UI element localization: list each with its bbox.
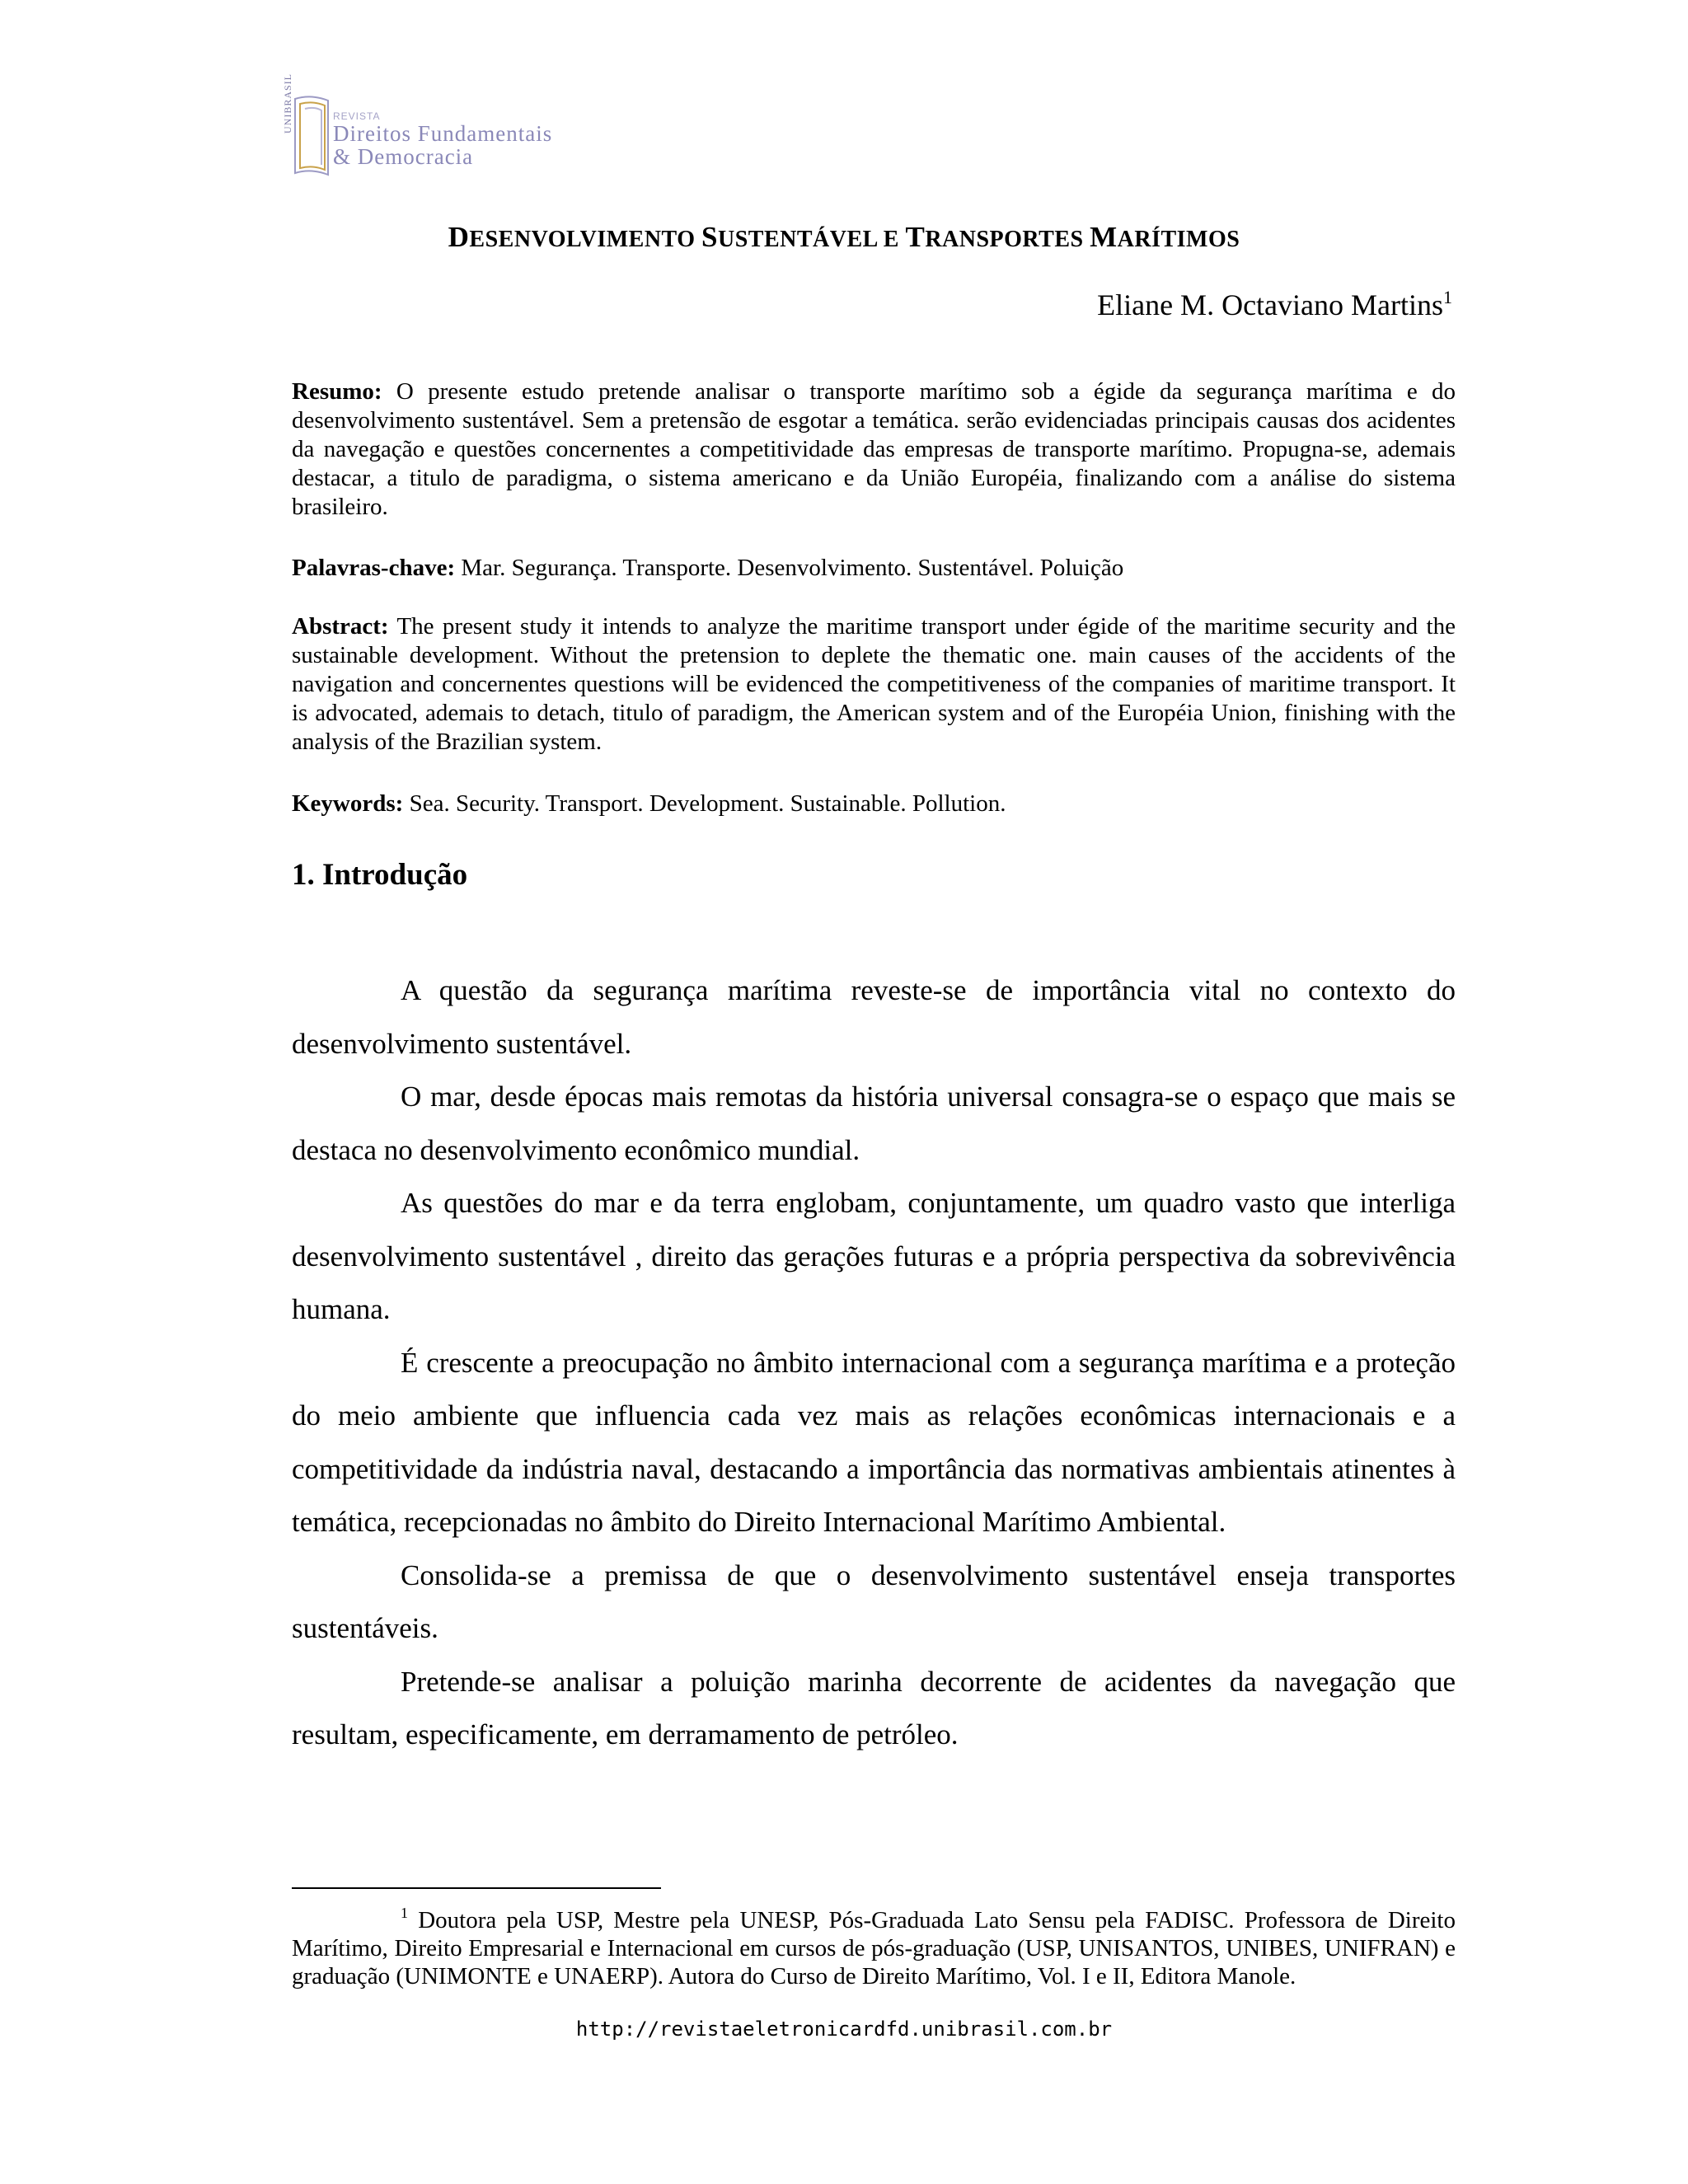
footnote-ref[interactable]: 1: [1443, 287, 1452, 307]
resumo-block: [292, 377, 1456, 522]
footer-url-link[interactable]: http://revistaeletronicardfd.unibrasil.com.br: [575, 2018, 1113, 2041]
resumo-text: O presente estudo pretende analisar o transporte marítimo sob a égide da segurança marítima e do desenvolvimento sustentável. Sem a pretensão de esgotar a temática. serão evidenciadas principais causas dos acidentes da navegação e questões concernentes a competitividade das empresas de transporte marítimo. Propugna-se, ademais destacar, a titulo de paradigma, o sistema americano e da União Européia, finalizando com a análise do sistema brasileiro.: [292, 378, 1456, 520]
paragraph: As questões do mar e da terra englobam, conjuntamente, um quadro vasto que interliga desenvolvimento sustentável , direito das gerações futuras e a própria perspectiva da sobrevivência humana.: [292, 1187, 1456, 1325]
abstract-label: Abstract:: [292, 613, 389, 640]
body-text: [292, 964, 1456, 1762]
title-word-1: ESENVOLVIMENTO: [469, 227, 696, 252]
title-word-2: USTENTÁVEL E: [717, 227, 899, 252]
logo-small-text: REVISTA: [333, 110, 381, 122]
author-name: Eliane M. Octaviano Martins: [1097, 288, 1443, 321]
paragraph: O mar, desde épocas mais remotas da história universal consagra-se o espaço que mais se destaca no desenvolvimento econômico mundial.: [292, 1080, 1456, 1166]
paragraph: A questão da segurança marítima reveste-se de importância vital no contexto do desenvolvimento sustentável.: [292, 974, 1456, 1060]
resumo-label: Resumo:: [292, 378, 382, 405]
paragraph: Consolida-se a premissa de que o desenvolvimento sustentável enseja transportes sustentáveis.: [292, 1558, 1456, 1644]
title-cap-4: M: [1090, 221, 1118, 253]
logo-line-1: Direitos Fundamentais: [333, 121, 553, 146]
keywords-text: Sea. Security. Transport. Development. Sustainable. Pollution.: [409, 790, 1006, 817]
author-line: [1097, 287, 1452, 322]
keywords-label: Keywords:: [292, 790, 404, 817]
logo-line-2: & Democracia: [333, 144, 474, 169]
footnote: [292, 1899, 1456, 1990]
keywords-block: [292, 790, 1456, 818]
section-heading: 1. Introdução: [292, 858, 468, 892]
title-word-4: ARÍTIMOS: [1117, 227, 1240, 252]
abstract-block: [292, 612, 1456, 757]
logo-wordmark: [333, 110, 552, 168]
footnote-text: Doutora pela USP, Mestre pela UNESP, Pós-Graduada Lato Sensu pela FADISC. Professora de Direito Marítimo, Direito Empresarial e Internacional em cursos de pós-graduação (USP, UNISANTOS, UNIBES, UNIFRAN) e graduação (UNIMONTE e UNAERP). Autora do Curso de Direito Marítimo, Vol. I e II, Editora Manole.: [292, 1907, 1456, 1990]
palavras-chave-block: [292, 554, 1456, 583]
paragraph: Pretende-se analisar a poluição marinha decorrente de acidentes da navegação que resultam, especificamente, em derramamento de petróleo.: [292, 1665, 1456, 1750]
palavras-chave-text: Mar. Segurança. Transporte. Desenvolvimento. Sustentável. Poluição: [461, 555, 1124, 581]
title-word-3: RANSPORTES: [925, 227, 1084, 252]
footnote-divider: [292, 1887, 661, 1889]
title-cap-2: S: [701, 221, 718, 253]
paragraph: É crescente a preocupação no âmbito internacional com a segurança marítima e a proteção do meio ambiente que influencia cada vez mais as relações econômicas internacionais e a competitividade da indústria naval, destacando a importância das normativas ambientais atinentes à temática, recepcionadas no âmbito do Direito Internacional Marítimo Ambiental.: [292, 1346, 1456, 1538]
title-cap-1: D: [448, 221, 470, 253]
logo-vertical-text: UNIBRASIL: [282, 73, 293, 134]
footnote-number: 1: [401, 1905, 408, 1921]
palavras-chave-label: Palavras-chave:: [292, 555, 456, 581]
article-title: [0, 221, 1688, 254]
title-cap-3: T: [905, 221, 926, 253]
journal-logo: [282, 73, 584, 181]
abstract-text: The present study it intends to analyze the maritime transport under égide of the maritime security and the sustainable development. Without the pretension to deplete the thematic one. main causes of the accidents of the navigation and concernentes questions will be evidenced the competitiveness of the companies of maritime transport. It is advocated, ademais to detach, titulo of paradigm, the American system and of the Européia Union, finishing with the analysis of the Brazilian system.: [292, 613, 1456, 755]
